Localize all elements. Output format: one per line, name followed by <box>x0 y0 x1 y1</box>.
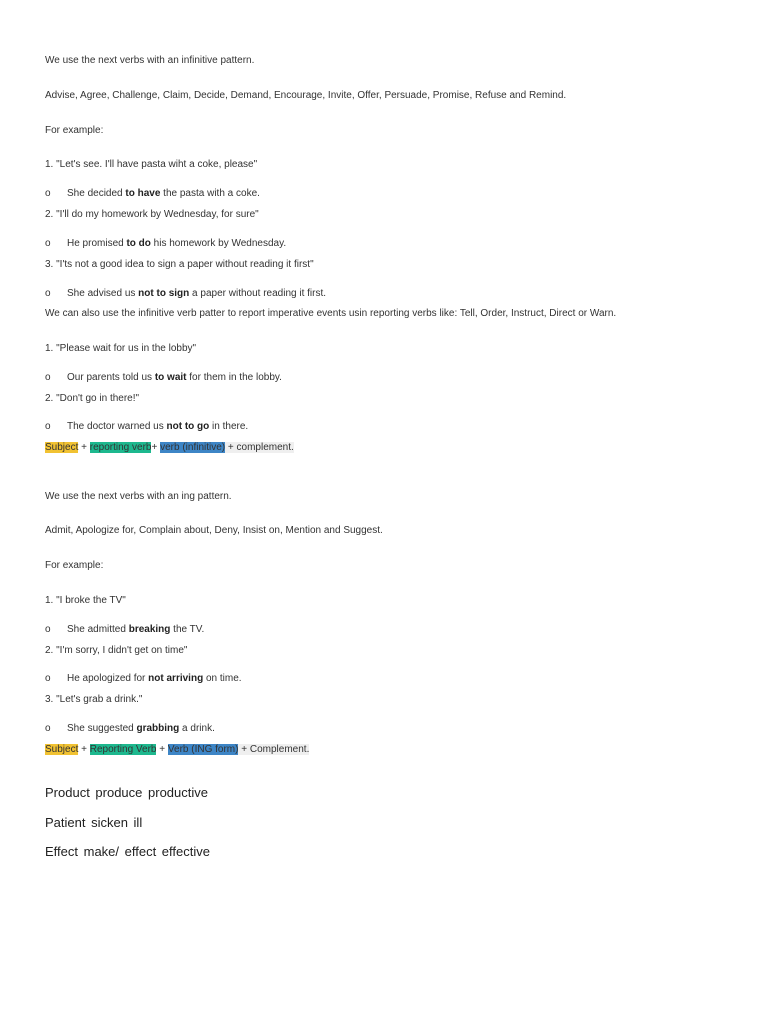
example-reported: o She advised us not to sign a paper without reading it first. <box>45 288 327 299</box>
formula-complement-group: + Complement. <box>238 744 310 755</box>
ing-for-example: For example: <box>45 560 104 571</box>
example-quote: 3. "Let's grab a drink." <box>45 694 143 705</box>
formula-reporting-verb: reporting verb <box>89 442 152 453</box>
word-family-line: Product produce productive <box>45 785 208 800</box>
formula-complement: Complement. <box>249 744 310 755</box>
bullet-mark: o <box>45 288 51 299</box>
bullet-mark: o <box>45 624 51 635</box>
example-quote: 1. "I broke the TV" <box>45 595 126 606</box>
formula-complement: complement. <box>236 442 294 453</box>
word-family-line: Effect make/ effect effective <box>45 844 210 859</box>
infinitive-intro: We use the next verbs with an infinitive pattern. <box>45 55 255 66</box>
example-reported: o She suggested grabbing a drink. <box>45 723 215 734</box>
example-quote: 2. "I'll do my homework by Wednesday, for sure" <box>45 209 259 220</box>
formula-complement-group: + complement. <box>225 442 294 453</box>
ing-verb-list: Admit, Apologize for, Complain about, Deny, Insist on, Mention and Suggest. <box>45 525 383 536</box>
bullet-mark: o <box>45 723 51 734</box>
example-reported: o He promised to do his homework by Wednesday. <box>45 238 287 249</box>
bullet-mark: o <box>45 188 51 199</box>
formula-verb: verb (infinitive) <box>160 442 226 453</box>
infinitive-for-example: For example: <box>45 125 104 136</box>
bullet-mark: o <box>45 238 51 249</box>
example-quote: 2. "I'm sorry, I didn't get on time" <box>45 645 188 656</box>
ing-intro: We use the next verbs with an ing pattern. <box>45 491 232 502</box>
example-quote: 3. "I'ts not a good idea to sign a paper without reading it first" <box>45 259 314 270</box>
example-reported: o The doctor warned us not to go in there. <box>45 421 249 432</box>
infinitive-formula: Subject + reporting verb+ verb (infinitive) + complement. <box>45 442 294 453</box>
example-quote: 1. "Let's see. I'll have pasta wiht a coke, please" <box>45 159 258 170</box>
example-quote: 2. "Don't go in there!" <box>45 393 140 404</box>
infinitive-verb-list: Advise, Agree, Challenge, Claim, Decide, Demand, Encourage, Invite, Offer, Persuade, Promise, Refuse and Remind. <box>45 90 567 101</box>
example-quote: 1. "Please wait for us in the lobby" <box>45 343 197 354</box>
bullet-mark: o <box>45 421 51 432</box>
imperative-intro: We can also use the infinitive verb patter to report imperative events usin reporting verbs like: Tell, Order, Instruct, Direct or Warn. <box>45 308 617 319</box>
bullet-mark: o <box>45 372 51 383</box>
word-family-line: Patient sicken ill <box>45 815 143 830</box>
example-reported: o She admitted breaking the TV. <box>45 624 205 635</box>
example-reported: o He apologized for not arriving on time. <box>45 673 242 684</box>
formula-subject: Subject <box>45 442 79 453</box>
ing-formula: Subject + Reporting Verb + Verb (ING form) + Complement. <box>45 744 310 755</box>
formula-verb: Verb (ING form) <box>167 744 239 755</box>
formula-subject: Subject <box>45 744 79 755</box>
example-reported: o Our parents told us to wait for them in the lobby. <box>45 372 282 383</box>
formula-reporting-verb: Reporting Verb <box>89 744 157 755</box>
example-reported: o She decided to have the pasta with a coke. <box>45 188 260 199</box>
bullet-mark: o <box>45 673 51 684</box>
